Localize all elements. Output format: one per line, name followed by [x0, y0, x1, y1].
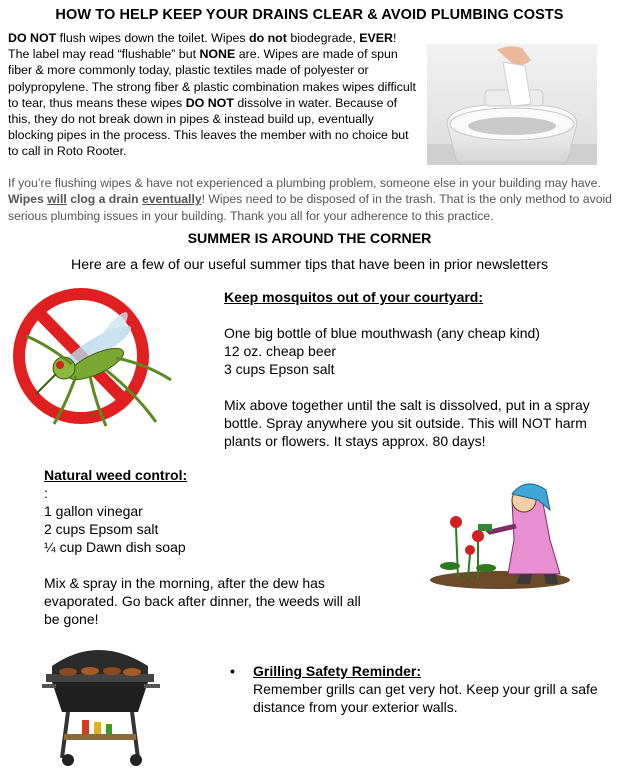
- text-run: If you’re flushing wipes & have not experienced a plumbing problem, someone else in your building may have.: [8, 176, 601, 190]
- text-run: eventually: [142, 192, 202, 207]
- gardener-spraying-flowers-icon: [420, 470, 590, 595]
- no-mosquito-sign-icon: [6, 284, 176, 434]
- text-run: are. Wipes are made of spun fiber & more commonly today, plastic textiles made of polyester or polypropylene. The strong fiber & plastic combination makes wipes difficult to tear, thus means these wipes: [8, 47, 416, 110]
- bullet-marker: •: [230, 663, 235, 679]
- text-run: clog a drain: [66, 192, 142, 207]
- barbecue-grill-icon: [38, 638, 163, 768]
- text-run: DO NOT: [185, 95, 234, 110]
- weed-colon: :: [44, 485, 48, 501]
- page-title: HOW TO HELP KEEP YOUR DRAINS CLEAR & AVOID PLUMBING COSTS: [55, 7, 564, 23]
- mosquito-tip: [224, 288, 614, 450]
- text-run: Wipes: [8, 192, 48, 207]
- mosquito-heading: Keep mosquitos out of your courtyard:: [224, 289, 484, 305]
- text-run: do not: [249, 31, 287, 45]
- text-run: NONE: [199, 47, 236, 62]
- text-run: EVER: [359, 31, 393, 45]
- text-run: dissolve in water. Because of this, they do not break down in pipes & instead build up, eventually blocking pipes in the process. This leaves the member with no choice but to call in Roto Rooter.: [8, 95, 409, 159]
- weed-ingredient: 1 gallon vinegar: [44, 503, 143, 519]
- weed-ingredient: ¼ cup Dawn dish soap: [44, 539, 186, 555]
- grill-heading: Grilling Safety Reminder:: [253, 663, 422, 679]
- toilet-wipe-photo-icon: [427, 44, 597, 165]
- weed-ingredient: 2 cups Epsom salt: [44, 521, 159, 537]
- text-run: DO NOT: [8, 31, 57, 45]
- mosquito-instructions: Mix above together until the salt is dissolved, put in a spray bottle. Spray anywhere you sit outside. This will NOT harm plants or flowers. It stays approx. 80 days!: [224, 397, 590, 449]
- text-run: ! The label may read “flushable” but: [8, 31, 397, 62]
- weed-heading: Natural weed control:: [44, 467, 188, 483]
- summer-heading: SUMMER IS AROUND THE CORNER: [187, 231, 432, 247]
- text-run: will: [47, 192, 67, 207]
- summer-intro: Here are a few of our useful summer tips that have been in prior newsletters: [70, 257, 549, 273]
- weed-tip: [44, 466, 374, 628]
- mosquito-ingredient: One big bottle of blue mouthwash (any cheap kind): [224, 325, 540, 341]
- wipes-paragraph-1: [8, 30, 418, 160]
- mosquito-ingredient: 12 oz. cheap beer: [224, 343, 337, 359]
- grill-tip: [230, 662, 614, 716]
- text-run: ! Wipes need to be disposed of in the trash. That is the only method to avoid serious plumbing issues in your building. Thank you all for your adherence to this practice.: [8, 192, 612, 223]
- text-run: biodegrade,: [286, 31, 360, 45]
- text-run: flush wipes down the toilet. Wipes: [56, 31, 250, 45]
- wipes-paragraph-2: [8, 175, 614, 224]
- mosquito-ingredient: 3 cups Epson salt: [224, 361, 335, 377]
- grill-text: Remember grills can get very hot. Keep your grill a safe distance from your exterior walls.: [253, 681, 598, 715]
- weed-instructions: Mix & spray in the morning, after the dew has evaporated. Go back after dinner, the weeds will all be gone!: [44, 575, 361, 627]
